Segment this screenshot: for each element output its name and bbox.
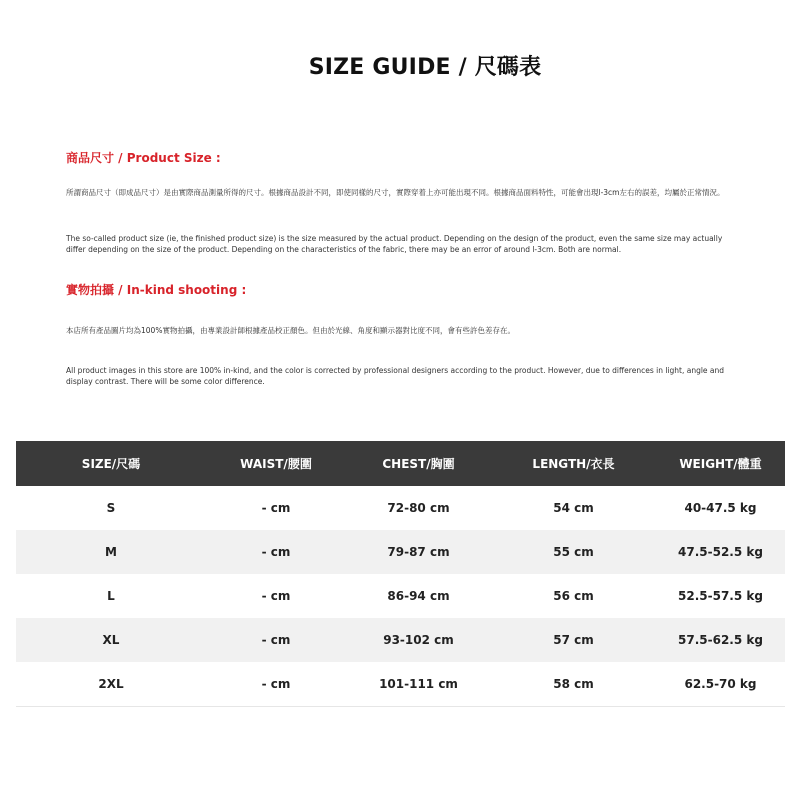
in-kind-zh-text: 本店所有產品圖片均為100%實物拍攝，由專業設計師根據產品校正顏色。但由於光線、角度和顯示器對比度不同，會有些許色差存在。: [66, 326, 515, 335]
cell-weight: 62.5-70 kg: [656, 662, 785, 707]
cell-length: 58 cm: [491, 662, 656, 707]
cell-waist: - cm: [261, 501, 291, 515]
cell-chest: 86-94 cm: [387, 589, 450, 603]
cell-weight: 52.5-57.5 kg: [678, 589, 763, 603]
cell-waist: - cm: [206, 662, 346, 707]
cell-weight: 57.5-62.5 kg: [656, 618, 785, 662]
table-row: [16, 618, 785, 662]
cell-chest: 72-80 cm: [387, 501, 450, 515]
cell-size: 2XL: [16, 662, 206, 707]
table-row: [16, 662, 785, 707]
product-size-en-text: The so-called product size (ie, the finished product size) is the size measured by the actual product. Depending on the design of the product, even the same size may actually differ depending on the size of the product. Depending on the characteristics of the fabric, there may be an error of around l-3cm. Both are normal.: [66, 234, 723, 254]
cell-size: XL: [16, 618, 206, 662]
cell-waist: - cm: [261, 589, 291, 603]
page-title: SIZE GUIDE / 尺碼表: [308, 55, 542, 80]
cell-chest: 101-111 cm: [346, 662, 491, 707]
table-row: [16, 530, 785, 574]
cell-chest: 79-87 cm: [346, 530, 491, 574]
cell-waist: - cm: [206, 530, 346, 574]
cell-weight: 40-47.5 kg: [684, 501, 757, 515]
cell-waist: - cm: [206, 618, 346, 662]
table-row: [16, 486, 785, 530]
cell-length: 56 cm: [553, 589, 594, 603]
header-chest: CHEST/胸圍: [346, 441, 491, 486]
in-kind-heading: 實物拍攝 / In-kind shooting :: [66, 283, 247, 297]
cell-chest: 93-102 cm: [346, 618, 491, 662]
cell-length: 55 cm: [491, 530, 656, 574]
size-table: [16, 441, 785, 707]
cell-size: M: [16, 530, 206, 574]
product-size-heading: 商品尺寸 / Product Size :: [66, 151, 221, 165]
header-waist: WAIST/腰圍: [206, 441, 346, 486]
in-kind-en-text: All product images in this store are 100% in-kind, and the color is corrected by professional designers according to the product. However, due to differences in light, angle and display contrast. There will be some color difference.: [66, 366, 725, 386]
header-length: LENGTH/衣長: [491, 441, 656, 486]
size-table-header-row: [16, 441, 785, 486]
product-size-zh-text: 所謂商品尺寸（即成品尺寸）是由實際商品測量所得的尺寸。根據商品設計不同，即使同樣的尺寸，實際穿着上亦可能出現不同。根據商品面料特性，可能會出現l-3cm左右的誤差，均屬於正常情況。: [66, 188, 725, 197]
cell-weight: 47.5-52.5 kg: [656, 530, 785, 574]
cell-length: 54 cm: [553, 501, 594, 515]
cell-size: S: [106, 501, 116, 515]
header-size: SIZE/尺碼: [16, 441, 206, 486]
header-weight: WEIGHT/體重: [656, 441, 785, 486]
table-row: [16, 574, 785, 618]
cell-size: L: [107, 589, 115, 603]
cell-length: 57 cm: [491, 618, 656, 662]
